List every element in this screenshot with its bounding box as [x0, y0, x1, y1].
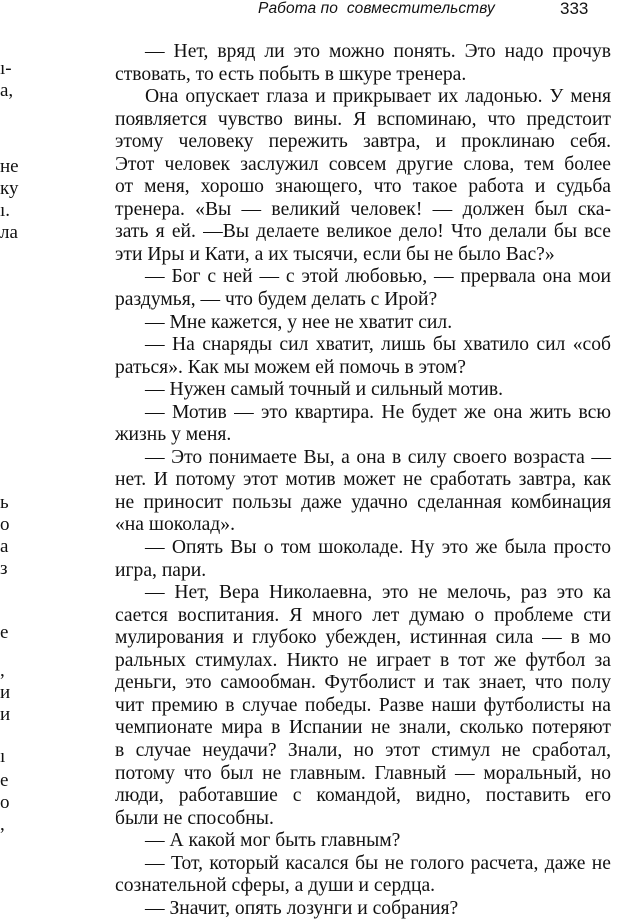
- margin-fragment: ,: [0, 814, 5, 835]
- margin-fragment: о: [0, 514, 10, 535]
- text-line: от меня, хорошо знающего, что такое работа и судьба: [115, 176, 611, 198]
- text-line: раться». Как мы можем ей помочь в этом?: [115, 356, 466, 378]
- text-line: ствовать, то есть побыть в шкуре тренера.: [115, 63, 467, 85]
- running-header: [0, 0, 620, 28]
- margin-fragment: ,: [0, 660, 5, 681]
- text-line: эти Иры и Кати, а их тысячи, если бы не было Вас?»: [115, 243, 555, 265]
- text-line: — На снаряды сил хватит, лишь бы хватило сил «соб: [145, 334, 611, 356]
- text-line: были не способны.: [115, 807, 274, 829]
- text-line: деньги, это самообман. Футболист и так знает, что полу: [115, 672, 611, 694]
- text-line: чемпионате мира в Испании не знали, сколько потеряют: [115, 717, 611, 739]
- text-line: раздумья, — что будем делать с Ирой?: [115, 289, 438, 311]
- text-line: — Мне кажется, у нее не хватит сил.: [145, 311, 453, 333]
- text-line: — Это понимаете Вы, а она в силу своего возраста —: [145, 446, 611, 468]
- text-line: нет. И потому этот мотив может не сработать завтра, как: [115, 469, 611, 491]
- margin-fragment: а,: [0, 80, 14, 101]
- text-line: сается воспитания. Я много лет думаю о проблеме сти: [115, 604, 611, 626]
- text-line: зать я ей. —Вы делаете великое дело! Что делали бы все: [115, 221, 611, 243]
- text-line: — Опять Вы о том шоколаде. Ну это же была просто: [145, 537, 611, 559]
- margin-fragment: ла: [0, 222, 18, 243]
- margin-fragment: ı: [0, 746, 6, 767]
- text-line: не приносит пользы даже удачно сделанная комбинация: [115, 491, 611, 513]
- margin-fragment: не: [0, 156, 19, 177]
- running-title: Работа по совместительству: [258, 0, 495, 17]
- text-line: — Тот, который касался бы не голого расчета, даже не: [145, 852, 611, 874]
- margin-fragment: з: [0, 558, 8, 579]
- margin-fragment: ı.: [0, 200, 11, 221]
- text-line: «на шоколад».: [115, 514, 235, 536]
- text-line: — Бог с ней — с этой любовью, — прервала она мои: [145, 266, 611, 288]
- text-line: тренера. «Вы — великий человек! — должен был ска-: [115, 198, 611, 220]
- margin-fragment: ь: [0, 492, 9, 513]
- text-line: — Нет, вряд ли это можно понять. Это надо прочув: [145, 41, 611, 62]
- text-line: жизнь у меня.: [115, 424, 232, 446]
- facing-page-fragments: [0, 0, 24, 866]
- text-line: чит премию в случае победы. Разве наши футболисты на: [115, 694, 611, 716]
- text-line: сознательной сферы, а души и сердца.: [115, 875, 436, 897]
- text-line: мулирования и глубоко убежден, истинная сила — в мо: [115, 627, 611, 649]
- margin-fragment: и: [0, 682, 11, 703]
- margin-fragment: е: [0, 770, 9, 791]
- margin-fragment: о: [0, 792, 10, 813]
- text-line: — Нет, Вера Николаевна, это не мелочь, раз это ка: [145, 582, 611, 604]
- margin-fragment: е: [0, 622, 9, 643]
- text-line: — Нужен самый точный и сильный мотив.: [145, 379, 504, 401]
- text-line: Этот человек заслужил совсем другие слова, тем более: [115, 153, 611, 175]
- page-body: [115, 41, 611, 920]
- text-line: — Значит, опять лозунги и собрания?: [145, 897, 459, 919]
- page-number: 333: [560, 0, 589, 18]
- text-line: люди, работавшие с командой, видно, поставить его: [115, 785, 611, 807]
- margin-fragment: ку: [0, 178, 19, 199]
- text-line: Она опускает глаза и прикрывает их ладонью. У меня: [145, 86, 611, 108]
- margin-fragment: и: [0, 704, 11, 725]
- text-line: появляется чувство вины. Я вспоминаю, что предстоит: [115, 108, 611, 130]
- text-line: в случае неудачи? Знали, но этот стимул не сработал,: [115, 739, 611, 761]
- text-line: этому человеку пережить завтра, и проклинаю себя.: [115, 131, 611, 153]
- text-line: игра, пари.: [115, 559, 207, 581]
- margin-fragment: ı-: [0, 58, 12, 79]
- text-line: потому что был не главным. Главный — моральный, но: [115, 762, 611, 784]
- text-line: — Мотив — это квартира. Не будет же она жить всю: [145, 401, 611, 423]
- margin-fragment: а: [0, 536, 9, 557]
- text-line: — А какой мог быть главным?: [145, 830, 401, 852]
- text-line: ральных стимулах. Никто не играет в тот же футбол за: [115, 649, 611, 671]
